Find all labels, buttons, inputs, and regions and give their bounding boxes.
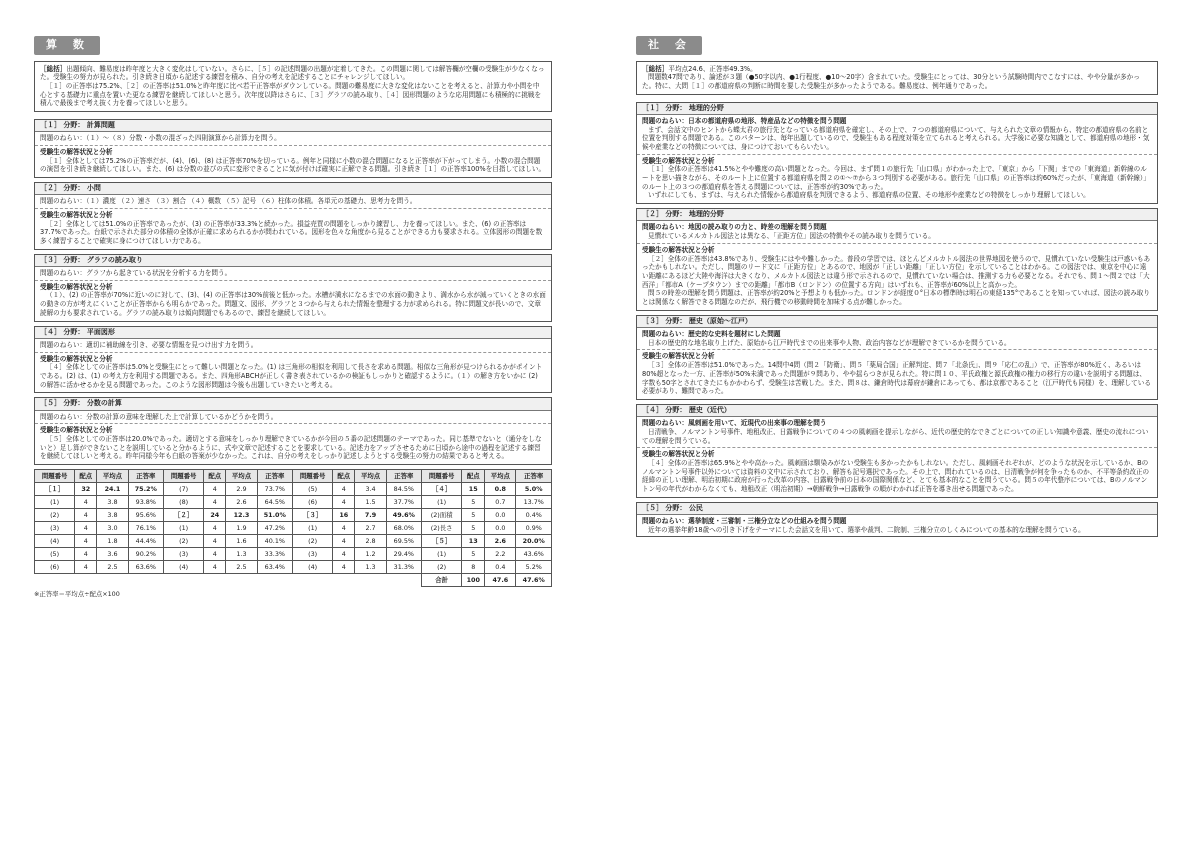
table-cell: 0.0 xyxy=(485,509,516,522)
table-blank-cell xyxy=(128,574,163,587)
table-cell: 31.3% xyxy=(386,561,421,574)
table-cell: 0.8 xyxy=(485,483,516,496)
table-header-cell: 配点 xyxy=(204,470,226,483)
math-section-title: ［４］ 分野： 平面図形 xyxy=(35,327,551,339)
table-cell: 4 xyxy=(75,561,97,574)
table-cell: 4 xyxy=(204,496,226,509)
table-row xyxy=(35,496,552,509)
social-section-aim: 日本の都道府県の地形、特産品などの特徴を問う問題 xyxy=(688,116,847,125)
table-cell: 4 xyxy=(75,496,97,509)
table-cell: 47.2% xyxy=(257,522,292,535)
social-section-aim: 歴史的な史料を題材にした問題 xyxy=(688,329,781,338)
table-blank-cell xyxy=(355,574,386,587)
table-blank-cell xyxy=(293,574,333,587)
table-row xyxy=(35,522,552,535)
table-cell: 16 xyxy=(333,509,355,522)
table-cell: ［３］ xyxy=(293,509,333,522)
table-header-cell: 問題番号 xyxy=(35,470,75,483)
table-cell: 4 xyxy=(75,509,97,522)
math-section-4 xyxy=(34,326,552,394)
table-cell: 4 xyxy=(75,522,97,535)
table-header-cell: 問題番号 xyxy=(422,470,462,483)
table-cell: (4) xyxy=(35,535,75,548)
table-cell: (7) xyxy=(164,483,204,496)
social-section-aim-label: 問題のねらい： xyxy=(642,223,689,232)
math-section-body: （１）、(2) の正答率が70%に近いのに対して、(3)、(4) の正答率は30%前後と低かった。水槽が満水になるまでの水面の動きより、満水から水が減っていくときの水面の動きの方が考えにくいことが正答率からも明らかであった。問題文、図形、グラフと３つから与えられた情報を整理する力が求められる。特に問題文が長いので、文章読解の力も要求されている。グラフの読み取りは傾向問題でもあるので、練習を継続してほしい。 xyxy=(40,291,546,317)
table-cell: (3) xyxy=(164,548,204,561)
table-total-cell: 100 xyxy=(462,574,485,587)
table-cell: 75.2% xyxy=(128,483,163,496)
table-cell: 2.9 xyxy=(226,483,257,496)
table-cell: ［５］ xyxy=(422,535,462,548)
table-cell: (1) xyxy=(164,522,204,535)
table-cell: 4 xyxy=(333,561,355,574)
table-cell: 93.8% xyxy=(128,496,163,509)
social-section-title: ［３］ 分野： 歴史（原始～江戸） xyxy=(637,316,1157,328)
table-cell: 32 xyxy=(75,483,97,496)
table-cell: (3) xyxy=(35,522,75,535)
table-cell: (6) xyxy=(35,561,75,574)
social-summary xyxy=(636,61,1158,95)
math-section-2 xyxy=(34,182,552,250)
social-column xyxy=(636,36,1158,541)
table-cell: 0.7 xyxy=(485,496,516,509)
table-cell: 0.0 xyxy=(485,522,516,535)
math-section-subtitle: 受験生の解答状況と分析 xyxy=(40,426,113,435)
math-section-body: ［５］全体としての正答率は20.0%であった。適切とする意味をしっかり理解できているかが今回の５番の記述問題のテーマであった。同じ基準でないと（通分をしないと）足し算ができないことを説明していると分かるように、式や文章で記述することを要求している。記述力をアップさせるために日頃から途中の過程を記述する練習を継続してほしいと考える。昨年同様今年も白紙の答案が少なかった。これは、自分の考えをしっかり記述しようとする受験生の努力の結果であると考える。 xyxy=(40,434,542,461)
table-cell: 2.6 xyxy=(485,535,516,548)
table-cell: 4 xyxy=(75,548,97,561)
table-cell: (2) xyxy=(422,561,462,574)
table-header-cell: 配点 xyxy=(462,470,485,483)
table-cell: (6) xyxy=(293,496,333,509)
table-cell: (4) xyxy=(293,561,333,574)
table-blank-cell xyxy=(386,574,421,587)
table-cell: (2) xyxy=(293,535,333,548)
social-section-title: ［５］ 分野： 公民 xyxy=(637,503,1157,515)
social-section-2 xyxy=(636,208,1158,311)
table-cell: 1.5 xyxy=(355,496,386,509)
math-summary xyxy=(34,61,552,113)
table-blank-cell xyxy=(226,574,257,587)
social-section-aim-label: 問題のねらい： xyxy=(642,116,689,125)
table-cell: 0.9% xyxy=(516,522,552,535)
table-cell: 5 xyxy=(462,509,485,522)
math-section-aim: 問題のねらい：（１）～（８）分数・小数の混ざった四則演算から計算力を問う。 xyxy=(35,132,551,146)
table-cell: 24.1 xyxy=(97,483,128,496)
table-header-cell: 問題番号 xyxy=(293,470,333,483)
math-section-body: ［１］全体としては75.2%の正答率だが、(4)、(6)、(8) は正答率70%を切っている。例年と同様に小数の混合問題になると正答率が下がってしまう。小数の混合問題の演習を引き続き継続してほしい。また、(6) は分数の並びの式に変形できることに気が付けば確実に正解できる問題。引き続き［１］の正答率100%を目指してほしい。 xyxy=(40,156,546,174)
table-cell: (3) xyxy=(293,548,333,561)
table-cell: 1.2 xyxy=(355,548,386,561)
social-section-3 xyxy=(636,315,1158,400)
table-cell: (2) xyxy=(35,509,75,522)
social-section-5 xyxy=(636,502,1158,538)
social-section-aim-label: 問題のねらい： xyxy=(642,329,689,338)
table-cell: 7.9 xyxy=(355,509,386,522)
table-row xyxy=(35,548,552,561)
math-section-body: ［４］全体としての正答率は5.0%と受験生にとって難しい問題となった。(1) は三角形の相似を利用して長さを求める問題。相似な三角形が見つけられるかがポイントである。(2) は、(1) の考え方を利用する問題である。また、四角形ABCHが正しく書き表されているかの検証もしっかりと確認するように。（１）の解き方をいかに (2) の解答に活かせるかを見る問題であった。このような図形問題は今後も出題していきたいと考える。 xyxy=(40,363,543,389)
table-header-cell: 配点 xyxy=(75,470,97,483)
table-cell: (2)面積 xyxy=(422,509,462,522)
social-section-body: ［３］全体の正答率は51.0%であった。14問中4問（問２「防衛」、問５「薬局合国」正解判定、問７「北条氏」、問９「応仁の乱」）で、正答率が80%近く、あるいは80%超となった一方、正答率が50%未満であった問題が９問あり、やや揺らつきが見られた。特に問１０、平氏政権と源氏政権の権力の移行方の違いを説明する問題は、字数も50字とされてきたにもかかわらず、受験生は苦戦した。また、問８は、鎌倉時代は幕府が鎌倉にあっても、都は京都であること（江戸時代も同様）を、理解している必要があり、難問であった。 xyxy=(642,361,1151,396)
table-cell: (4) xyxy=(164,561,204,574)
table-cell: 3.8 xyxy=(97,496,128,509)
table-header-cell: 平均点 xyxy=(97,470,128,483)
table-cell: 8 xyxy=(462,561,485,574)
social-summary-tag: ［総括］ xyxy=(642,64,669,73)
social-section-aim-body: 日清戦争、ノルマントン号事件、地租改正、日露戦争についての４つの風刺画を提示しながら、近代の歴史的なできごとについての正しい知識や意義、歴史の流れについての理解を問うている。 xyxy=(642,427,1149,445)
table-blank-cell xyxy=(333,574,355,587)
table-cell: 2.2 xyxy=(485,548,516,561)
table-cell: 12.3 xyxy=(226,509,257,522)
table-total-cell: 47.6% xyxy=(516,574,552,587)
table-cell: 63.4% xyxy=(257,561,292,574)
table-cell: 4 xyxy=(204,535,226,548)
math-section-title: ［１］ 分野： 計算問題 xyxy=(35,120,551,132)
math-heading: 算 数 xyxy=(34,36,100,55)
social-section-aim-body: 見慣れているメルカトル図法とは異なる、「正距方位」図法の特徴やその読み取りを問うている。 xyxy=(648,232,935,241)
social-section-title: ［４］ 分野： 歴史（近代） xyxy=(637,405,1157,417)
math-table-body xyxy=(35,483,552,587)
math-section-subtitle: 受験生の解答状況と分析 xyxy=(40,282,113,291)
table-cell: 3.4 xyxy=(355,483,386,496)
math-section-title: ［２］ 分野： 小問 xyxy=(35,183,551,195)
table-cell: 49.6% xyxy=(386,509,421,522)
table-cell: 2.6 xyxy=(226,496,257,509)
social-section-subtitle: 受験生の解答状況と分析 xyxy=(642,245,715,254)
table-cell: 1.8 xyxy=(97,535,128,548)
table-cell: 4 xyxy=(333,548,355,561)
table-cell: 4 xyxy=(75,535,97,548)
table-cell: 51.0% xyxy=(257,509,292,522)
math-table-note: ※正答率＝平均点÷配点×100 xyxy=(34,590,120,599)
social-section-4 xyxy=(636,404,1158,498)
table-cell: (5) xyxy=(293,483,333,496)
math-summary-p2: ［１］の正答率は75.2%、［２］の正答率は51.0%と昨年度に比べ若干正答率がダウンしている。問題の難易度に大きな変化はないことを考えると、計算力や小問を中心とする基礎力に重点を置いた更なる練習を継続してほしいと思う。次年度以降はさらに、［３］グラフの読み取り、［４］図形問題のような応用問題にも積極的に挑戦を積んで最後まで考え抜く力を養ってほしいと思う。 xyxy=(40,81,542,108)
social-section-title: ［１］ 分野： 地理的分野 xyxy=(637,103,1157,115)
table-cell: 73.7% xyxy=(257,483,292,496)
table-cell: (1) xyxy=(422,496,462,509)
table-cell: 43.6% xyxy=(516,548,552,561)
table-total-cell: 合計 xyxy=(422,574,462,587)
table-cell: (2)長さ xyxy=(422,522,462,535)
table-cell: ［２］ xyxy=(164,509,204,522)
table-blank-cell xyxy=(97,574,128,587)
table-cell: 4 xyxy=(204,548,226,561)
table-cell: 1.3 xyxy=(355,561,386,574)
social-summary-p2: 問題数47問であり、論述が３題（●50字以内、●1行程度、●10～20字）含まれていた。受験生にとっては、30分という試験時間内でこなすには、やや分量が多かった。特に、大問［１］の都道府県の判断に時間を要した受験生が多かったようである。難易度は、例年通りであった。 xyxy=(642,73,1140,90)
table-cell: 2.7 xyxy=(355,522,386,535)
table-cell: 95.6% xyxy=(128,509,163,522)
table-blank-cell xyxy=(204,574,226,587)
math-section-3 xyxy=(34,254,552,322)
social-section-aim-body: 近年の選挙年齢18歳への引き下げをテーマにした会話文を用いて、選挙や裁判、二院制、三権分立のしくみについての基本的な理解を問うている。 xyxy=(648,525,1085,534)
table-cell: 69.5% xyxy=(386,535,421,548)
table-cell: 4 xyxy=(333,483,355,496)
table-cell: 0.4 xyxy=(485,561,516,574)
table-cell: 64.5% xyxy=(257,496,292,509)
table-cell: 1.3 xyxy=(226,548,257,561)
math-section-title: ［３］ 分野： グラフの読み取り xyxy=(35,255,551,267)
table-cell: 90.2% xyxy=(128,548,163,561)
table-cell: (1) xyxy=(422,548,462,561)
table-cell: 3.0 xyxy=(97,522,128,535)
social-section-1 xyxy=(636,102,1158,205)
table-blank-cell xyxy=(75,574,97,587)
table-row xyxy=(35,483,552,496)
table-cell: 33.3% xyxy=(257,548,292,561)
table-cell: (2) xyxy=(164,535,204,548)
math-summary-tag: ［総括］ xyxy=(40,64,67,73)
table-cell: (1) xyxy=(293,522,333,535)
math-section-subtitle: 受験生の解答状況と分析 xyxy=(40,354,113,363)
table-total-cell: 47.6 xyxy=(485,574,516,587)
table-header-cell: 正答率 xyxy=(516,470,552,483)
social-heading: 社 会 xyxy=(636,36,702,55)
table-header-cell: 正答率 xyxy=(257,470,292,483)
math-section-subtitle: 受験生の解答状況と分析 xyxy=(40,147,113,156)
social-section-body: いずれにしても、まずは、与えられた情報から都道府県を判別できるよう、都道府県の位置、その地形や産業などの特徴をしっかり理解してほしい。 xyxy=(648,191,1090,200)
table-row xyxy=(35,561,552,574)
math-section-aim: 問題のねらい：グラフから起きている状況を分析する力を問う。 xyxy=(35,267,551,281)
social-section-aim-label: 問題のねらい： xyxy=(642,419,689,428)
social-section-aim-body: 日本の歴史的な地名取り上げた、原始から江戸時代までの出来事や人物、政治内容などが理解できているかを問うている。 xyxy=(648,338,1011,347)
table-cell: 4 xyxy=(333,496,355,509)
social-section-subtitle: 受験生の解答状況と分析 xyxy=(642,156,715,165)
table-cell: 4 xyxy=(333,522,355,535)
table-cell: 76.1% xyxy=(128,522,163,535)
table-blank-cell xyxy=(257,574,292,587)
math-section-title: ［５］ 分野： 分数の計算 xyxy=(35,398,551,410)
social-section-body: 問５の時差の理解を問う問題は、正答率が約20%と予想よりも低かった。ロンドンが経度０°日本の標準時は明石の東経135°であることを知っていれば、図法の読み取りとは関係なく解答できる問題なのだが、飛行機での移動時間を加味する点が難しかった。 xyxy=(642,289,1150,307)
social-section-subtitle: 受験生の解答状況と分析 xyxy=(642,352,715,361)
social-section-aim-label: 問題のねらい： xyxy=(642,517,689,525)
table-blank-cell xyxy=(164,574,204,587)
table-header-cell: 平均点 xyxy=(226,470,257,483)
table-cell: 2.8 xyxy=(355,535,386,548)
table-cell: 40.1% xyxy=(257,535,292,548)
social-section-aim: 地図の読み取りの力と、時差の理解を問う問題 xyxy=(688,223,827,232)
table-cell: 68.0% xyxy=(386,522,421,535)
social-section-title: ［２］ 分野： 地理的分野 xyxy=(637,209,1157,221)
table-cell: 0.4% xyxy=(516,509,552,522)
table-cell: 4 xyxy=(333,535,355,548)
table-cell: 4 xyxy=(204,522,226,535)
table-cell: 3.8 xyxy=(97,509,128,522)
table-header-cell: 問題番号 xyxy=(164,470,204,483)
table-cell: 29.4% xyxy=(386,548,421,561)
table-cell: (8) xyxy=(164,496,204,509)
table-cell: 2.5 xyxy=(226,561,257,574)
table-cell: 20.0% xyxy=(516,535,552,548)
table-cell: 5 xyxy=(462,522,485,535)
social-section-aim: 選挙制度・三審制・三権分立などの仕組みを問う問題 xyxy=(688,517,847,525)
table-header-cell: 平均点 xyxy=(355,470,386,483)
table-cell: 63.6% xyxy=(128,561,163,574)
social-section-body: ［２］全体の正答率は43.8%であり、受験生にはやや難しかった。普段の学習では、ほとんどメルカトル図法の世界地図を使うので、見慣れていない受験生は戸惑いもあったかもしれない。ただし、問題のリード文に「正距方位」とあるので、地図が「正しい距離」「正しい方位」を示していることはわかる。この図法では、東京を中心に遠い距離にあるほど大陸や海洋は大きくなり、メルカトル図法とは違う形で示されるので、見慣れていない場合は、推測する力も必要となる。それでも、問１～問２では「大西洋」「都市A（ケープタウン）までの距離」「都市B（ロンドン）の位置する方向」はいずれも、正答率が60%以上と高かった。 xyxy=(642,254,1151,289)
table-header-cell: 配点 xyxy=(333,470,355,483)
math-score-table xyxy=(34,469,552,587)
table-cell: 3.6 xyxy=(97,548,128,561)
table-cell: ［１］ xyxy=(35,483,75,496)
math-summary-p1: 出題傾向、難易度は昨年度と大きく変化はしていない。さらに、［５］の記述問題の出題が定着してきた。この問題に関しては解答欄が空欄の受験生が少なくなった。受験生の努力が見られた。引き続き日頃から記述する練習を積み、自分の考えを記述することにチャレンジしてほしい。 xyxy=(40,64,545,82)
table-cell: 5 xyxy=(462,496,485,509)
table-cell: 24 xyxy=(204,509,226,522)
math-section-aim: 問題のねらい：適切に補助線を引き、必要な情報を見つけ出す力を問う。 xyxy=(35,339,551,353)
table-row xyxy=(35,535,552,548)
table-cell: 13.7% xyxy=(516,496,552,509)
table-cell: 37.7% xyxy=(386,496,421,509)
table-cell: 4 xyxy=(204,483,226,496)
table-cell: ［４］ xyxy=(422,483,462,496)
table-total-row xyxy=(35,574,552,587)
table-cell: 5.2% xyxy=(516,561,552,574)
table-blank-cell xyxy=(35,574,75,587)
math-section-5 xyxy=(34,397,552,465)
table-row xyxy=(35,509,552,522)
math-column xyxy=(34,36,552,599)
table-cell: 15 xyxy=(462,483,485,496)
social-section-body: ［４］全体の正答率は65.9%とやや高かった。風刺画は馴染みがない受験生も多かったかもしれない。ただし、風刺画それぞれが、どのような状況を示しているか、Bのノルマントン号事件以外については資料の文中に示されており、解答も記号選択であった。その上で、問われているのは、日清戦争が何を争ったものか、不平等条約改正の経緯の正しい理解、明治初期に政府が行った改革の内容、日露戦争前の日本の国際関係など、とても基本的なことを問うている。問５の年代整序については、Bのノルマントン号の年代がわからなくても、地租改正（明治初期）→朝鮮戦争→日露戦争 の順がわかれば正答を導き出せる問題であった。 xyxy=(642,458,1150,494)
social-section-body: ［１］全体の正答率は41.5%とやや難度の高い問題となった。今回は、まず問１の旅行先「山口県」がわかった上で、「東京」から「下関」までの「東海道」新幹線のルートを思い描きながら、そのルート上に位置する都道府県を問２の①～⑦から３つ判別する必要がある。旅行先「山口県」の正答率は約60%だったが、「東海道（新幹線）」のルート上の３つの都道府県を答える問題については、正答率が約30%であった。 xyxy=(642,165,1150,191)
table-cell: 2.5 xyxy=(97,561,128,574)
table-cell: 5.0% xyxy=(516,483,552,496)
math-section-body: ［２］全体としては51.0%の正答率であったが、(3) の正答率が33.3%と続かった。損益売買の問題をしっかり練習し、力を養ってほしい。また、(6) の正答率は37.7%であった。台紙で示された部分の体積の全体が正確に求められるかが問われている。図形を色々な角度から見ることができる力も要求される。立体図形の問題を数多く練習することで確実に身につけてほしい力である。 xyxy=(40,219,543,246)
table-header-cell: 正答率 xyxy=(128,470,163,483)
math-section-aim: 問題のねらい：分数の計算の意味を理解した上で計算しているかどうかを問う。 xyxy=(35,411,551,425)
social-section-aim-body: まず、会話文中のヒントから蝶太君の旅行先となっている都道府県を確定し、その上で、７つの都道府県について、与えられた文章の情報から、特定の都道府県の名前と位置を判別する問題である。このパターンは、毎年出題しているので、受験生もある程度対策を立てられると考えられる。大学後に必要な知識として、都道府県の地形・気候や産業などの特徴については、身につけておいてもらいたい。 xyxy=(642,125,1150,151)
math-section-subtitle: 受験生の解答状況と分析 xyxy=(40,211,113,220)
table-cell: 1.6 xyxy=(226,535,257,548)
social-section-subtitle: 受験生の解答状況と分析 xyxy=(642,450,715,459)
math-section-aim: 問題のねらい：（１）濃度 （２）速さ （３）割合 （４）概数 （５）記号 （６）柱体の体積。各単元の基礎力、思考力を問う。 xyxy=(35,195,551,209)
table-cell: (1) xyxy=(35,496,75,509)
table-header-cell: 平均点 xyxy=(485,470,516,483)
table-cell: 4 xyxy=(204,561,226,574)
math-section-1 xyxy=(34,119,552,178)
table-cell: 84.5% xyxy=(386,483,421,496)
table-cell: (5) xyxy=(35,548,75,561)
table-header-cell: 正答率 xyxy=(386,470,421,483)
table-cell: 13 xyxy=(462,535,485,548)
social-summary-p1: 平均点24.6、正答率49.3%。 xyxy=(668,64,757,73)
social-section-aim: 風刺画を用いて、近現代の出来事の理解を問う xyxy=(688,419,827,428)
table-cell: 44.4% xyxy=(128,535,163,548)
table-cell: 1.9 xyxy=(226,522,257,535)
table-header-row xyxy=(35,470,552,483)
table-cell: 5 xyxy=(462,548,485,561)
